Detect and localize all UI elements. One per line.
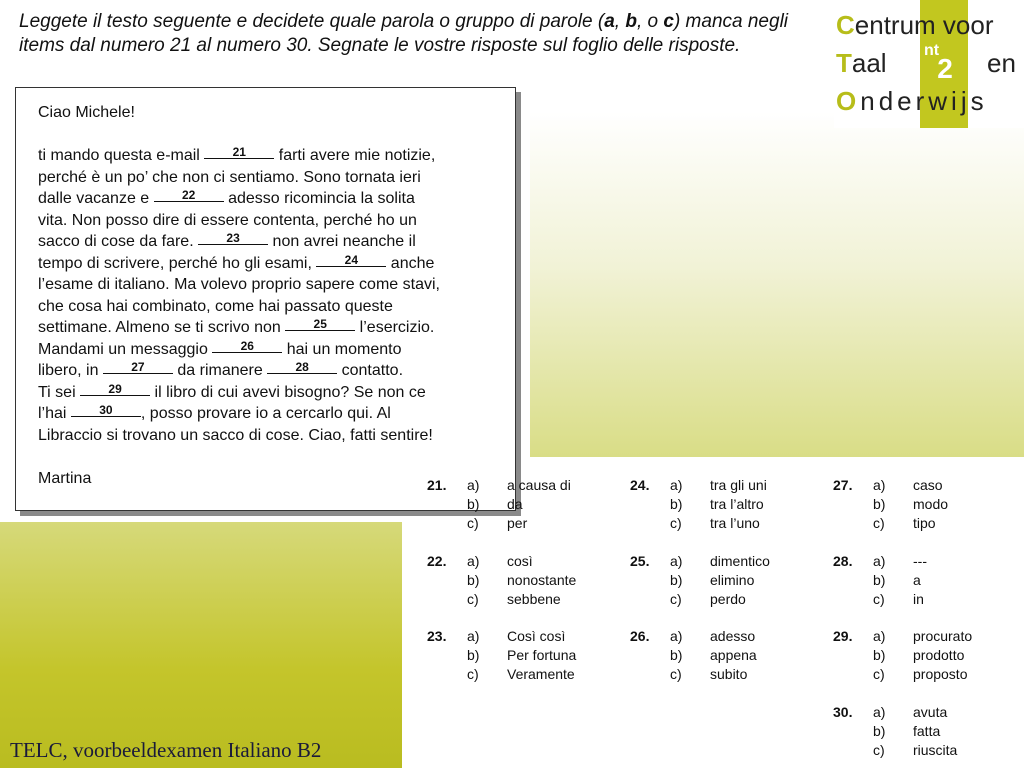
option-row <box>873 628 972 647</box>
option-row <box>670 477 767 496</box>
background-gradient-right <box>530 112 1024 457</box>
option-letter: c) <box>467 666 479 682</box>
option-text: sebbene <box>507 591 561 607</box>
question-number: 24. <box>630 477 650 493</box>
option-text: elimino <box>710 572 755 588</box>
letter-line: Libraccio si trovano un sacco di cose. Ciao, fatti sentire! <box>38 426 433 444</box>
option-letter: a) <box>467 477 480 493</box>
option-row <box>873 723 940 742</box>
option-row <box>670 553 770 572</box>
option-text: proposto <box>913 666 968 682</box>
option-row <box>467 628 565 647</box>
letter-line: dalle vacanze e 22 adesso ricomincia la solita <box>38 188 415 207</box>
blank-26: 26 <box>212 340 282 353</box>
option-row <box>467 515 527 534</box>
option-row <box>670 572 754 591</box>
option-text: così <box>507 553 533 569</box>
option-row <box>670 515 760 534</box>
option-row <box>467 496 523 515</box>
option-text: Per fortuna <box>507 647 577 663</box>
letter-box <box>15 87 516 511</box>
option-text: avuta <box>913 704 948 720</box>
option-letter: a) <box>873 628 886 644</box>
question-number: 26. <box>630 628 650 644</box>
option-row <box>873 666 967 685</box>
option-text: procurato <box>913 628 973 644</box>
option-row <box>873 704 947 723</box>
option-text: a causa di <box>507 477 571 493</box>
option-letter: b) <box>670 496 683 512</box>
blank-24: 24 <box>316 254 386 267</box>
background-gradient-left <box>0 522 402 768</box>
logo-line-3: Onderwijs <box>836 86 988 116</box>
letter-line: Ti sei 29 il libro di cui avevi bisogno? Se non ce <box>38 381 426 401</box>
option-letter: c) <box>873 666 885 682</box>
letter-line: l’hai 30 , posso provare io a cercarlo qui. Al <box>38 403 391 422</box>
option-letter: a) <box>873 704 886 720</box>
option-letter: c) <box>670 666 682 682</box>
option-letter: b) <box>670 572 683 588</box>
option-letter: a) <box>670 477 683 493</box>
letter-line: tempo di scrivere, perché ho gli esami, 24 anche <box>38 252 435 272</box>
question-number: 21. <box>427 477 447 493</box>
blank-22: 22 <box>154 189 224 202</box>
option-text: in <box>913 591 924 607</box>
option-letter: a) <box>873 477 886 493</box>
option-text: subito <box>710 666 748 682</box>
question-number: 30. <box>833 704 853 720</box>
question-number: 29. <box>833 628 853 644</box>
blank-29: 29 <box>80 383 150 396</box>
footer-caption: TELC, voorbeeldexamen Italiano B2 <box>10 738 322 762</box>
option-letter: a) <box>670 553 683 569</box>
option-row <box>467 477 571 496</box>
blank-21: 21 <box>204 146 274 159</box>
option-letter: b) <box>467 572 480 588</box>
letter-line: libero, in 27 da rimanere 28 contatto. <box>38 360 404 379</box>
letter-line: che cosa hai combinato, come hai passato queste <box>38 297 393 315</box>
option-text: tra l’altro <box>710 496 764 512</box>
option-letter: b) <box>873 572 886 588</box>
blank-30: 30 <box>71 404 141 417</box>
option-text: adesso <box>710 628 756 644</box>
blank-28: 28 <box>267 361 337 374</box>
question-number: 25. <box>630 553 650 569</box>
option-row <box>873 647 964 666</box>
option-letter: a) <box>873 553 886 569</box>
letter-text <box>38 102 508 489</box>
letter-signature: Martina <box>38 469 92 487</box>
option-text: nonostante <box>507 572 577 588</box>
option-letter: c) <box>873 742 885 758</box>
option-text: caso <box>913 477 943 493</box>
option-text: per <box>507 515 528 531</box>
question-number: 27. <box>833 477 853 493</box>
logo-line-1: Centrum voor <box>836 10 994 40</box>
option-row <box>467 647 576 666</box>
option-row <box>670 666 747 685</box>
option-text: fatta <box>913 723 941 739</box>
option-row <box>670 591 746 610</box>
option-letter: b) <box>873 496 886 512</box>
blank-23: 23 <box>198 232 268 245</box>
option-letter: c) <box>873 515 885 531</box>
option-text: tipo <box>913 515 936 531</box>
option-text: modo <box>913 496 949 512</box>
letter-line: vita. Non posso dire di essere contenta, perché ho un <box>38 211 417 229</box>
letter-line: settimane. Almeno se ti scrivo non 25 l’esercizio. <box>38 317 435 336</box>
letter-line: l’esame di italiano. Ma volevo proprio sapere come stavi, <box>38 276 440 293</box>
question-number: 28. <box>833 553 853 569</box>
option-row <box>873 572 921 591</box>
letter-greeting: Ciao Michele! <box>38 104 135 121</box>
option-row <box>670 496 764 515</box>
option-row <box>873 742 957 761</box>
option-text: Veramente <box>507 666 575 682</box>
blank-25: 25 <box>285 318 355 331</box>
option-letter: c) <box>670 591 682 607</box>
option-text: perdo <box>710 591 746 607</box>
letter-line: Mandami un messaggio 26 hai un momento <box>38 338 402 358</box>
letter-line: ti mando questa e-mail 21 farti avere mie notizie, <box>38 145 436 164</box>
instructions: Leggete il testo seguente e decidete quale parola o gruppo di parole (a, b, o c) manca negli items dal numero 21 al numero 30. Segnate le vostre risposte sul foglio delle risposte. <box>19 11 789 56</box>
logo-line-2-en: en <box>987 48 1016 78</box>
option-letter: b) <box>467 647 480 663</box>
option-row <box>873 515 936 534</box>
option-row <box>873 477 943 496</box>
option-text: riuscita <box>913 742 958 758</box>
option-text: tra gli uni <box>710 477 767 493</box>
question-number: 23. <box>427 628 447 644</box>
logo-two: 2 <box>937 53 953 84</box>
option-row <box>873 496 948 515</box>
option-letter: a) <box>467 553 480 569</box>
option-row <box>670 628 755 647</box>
option-row <box>873 591 924 610</box>
option-row <box>467 666 575 685</box>
option-letter: c) <box>670 515 682 531</box>
option-letter: b) <box>873 647 886 663</box>
option-row <box>873 553 927 572</box>
option-letter: b) <box>670 647 683 663</box>
option-text: da <box>507 496 523 512</box>
logo-line-2: Taal <box>836 48 887 78</box>
option-letter: b) <box>467 496 480 512</box>
option-letter: b) <box>873 723 886 739</box>
option-letter: c) <box>467 591 479 607</box>
option-row <box>467 591 561 610</box>
letter-line: sacco di cose da fare. 23 non avrei neanche il <box>38 231 416 250</box>
logo-nt: nt <box>924 42 940 59</box>
option-text: Così così <box>507 628 566 644</box>
option-letter: c) <box>467 515 479 531</box>
option-text: a <box>913 572 921 588</box>
option-text: --- <box>913 553 927 569</box>
option-letter: a) <box>670 628 683 644</box>
option-text: dimentico <box>710 553 770 569</box>
blank-27: 27 <box>103 361 173 374</box>
question-number: 22. <box>427 553 447 569</box>
option-row <box>467 572 576 591</box>
letter-line: perché è un po’ che non ci sentiamo. Sono tornata ieri <box>38 168 421 186</box>
option-text: appena <box>710 647 757 663</box>
option-row <box>467 553 533 572</box>
option-letter: c) <box>873 591 885 607</box>
option-row <box>670 647 757 666</box>
option-text: tra l’uno <box>710 515 760 531</box>
option-text: prodotto <box>913 647 965 663</box>
option-letter: a) <box>467 628 480 644</box>
